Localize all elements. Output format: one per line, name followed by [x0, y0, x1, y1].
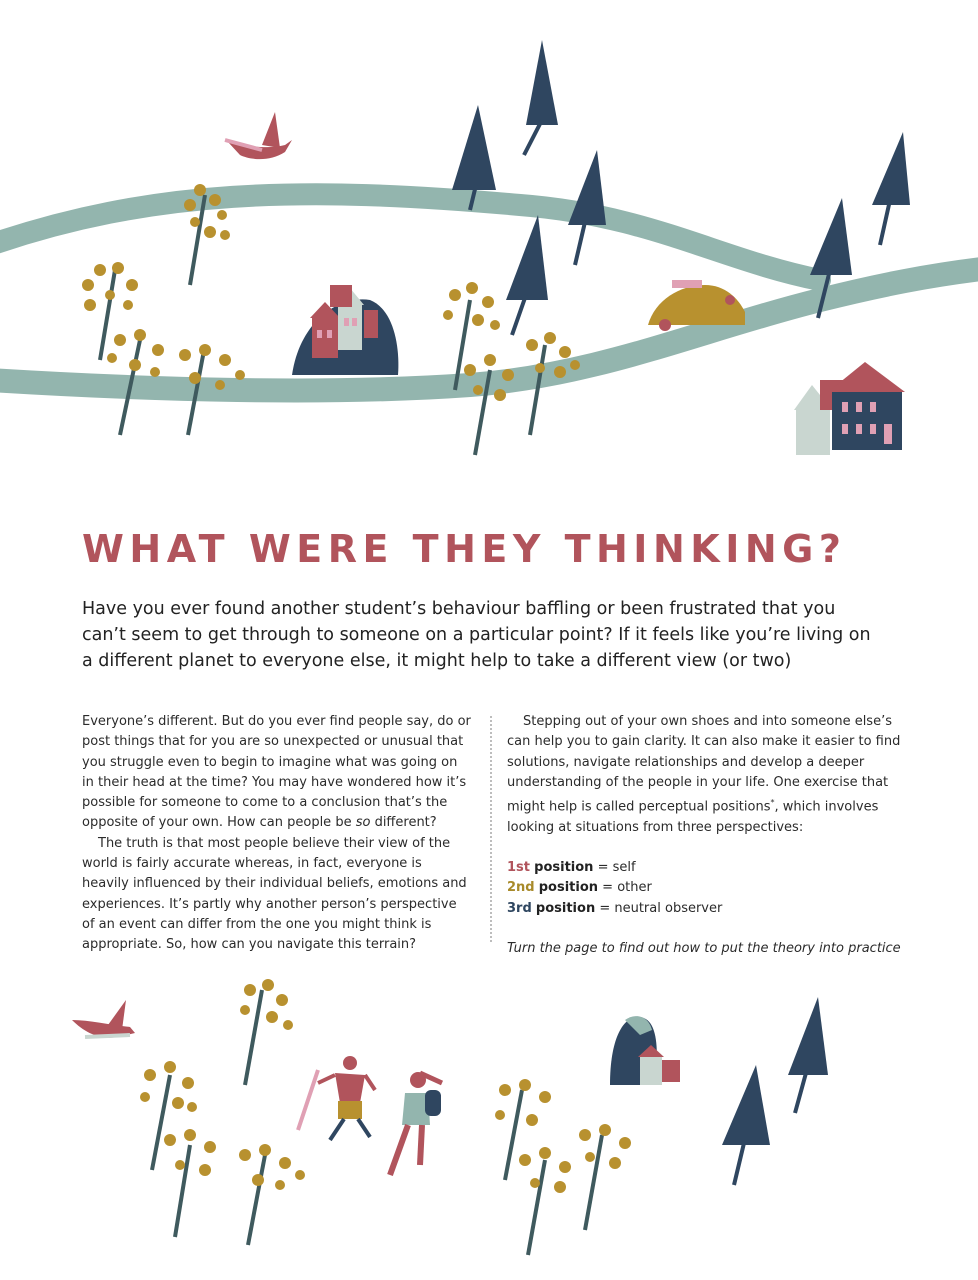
right-column — [507, 712, 907, 959]
footnote-mark: * — [770, 798, 775, 808]
walker-with-stick — [298, 1056, 375, 1140]
position-line-3 — [507, 899, 907, 919]
page-title: WHAT WERE THEY THINKING? — [82, 527, 847, 571]
position-meaning: = other — [598, 880, 652, 896]
position-word: position — [538, 880, 599, 896]
gold-tree — [82, 262, 138, 360]
gold-tree — [240, 979, 293, 1085]
bird-icon — [225, 112, 292, 159]
right-p1-text: Stepping out of your own shoes and into someone else’s can help you to gain clarity. It can also make it easier to find solutions, navigate relationships and develop a deeper understanding of the people in your life. One exercise that might help is called perceptual positions — [507, 714, 901, 815]
hill-village — [610, 1016, 680, 1085]
pine-tree — [722, 1065, 770, 1185]
left-p1-text-end: different? — [370, 815, 437, 831]
left-column — [82, 712, 472, 956]
left-paragraph-2: The truth is that most people believe their view of the world is fairly accurate whereas, in fact, everyone is heavily influenced by their individual beliefs, emotions and experiences. It’s partly why another person’s perspective of an event can differ from the one you might think is appropriate. So, how can you navigate this terrain? — [82, 835, 467, 953]
pine-tree — [524, 40, 558, 155]
right-paragraph-1 — [507, 712, 907, 838]
houses — [794, 362, 905, 455]
position-meaning: = self — [593, 860, 636, 876]
gold-tree — [519, 1147, 571, 1255]
left-paragraph-1 — [82, 712, 472, 834]
bottom-illustration — [0, 975, 978, 1280]
top-illustration — [0, 0, 978, 470]
car — [648, 280, 745, 331]
left-p1-text: Everyone’s different. But do you ever find people say, do or post things that for you are so unexpected or unusual that you struggle even to begin to imagine what was going on in their head at the time? You may have wondered how it’s possible for someone to come to a conclusion that’s the opposite of your own. How can people be — [82, 714, 471, 831]
gold-tree — [239, 1144, 305, 1245]
pine-tree — [506, 215, 548, 335]
left-p1-emphasis: so — [355, 815, 371, 831]
right-p1-text-end: , which involves looking at situations from three perspectives: — [507, 799, 879, 835]
hill-village — [292, 285, 398, 375]
position-number: 2nd — [507, 880, 535, 896]
pine-trees — [722, 997, 828, 1185]
bird-icon — [72, 1000, 135, 1038]
position-line-1 — [507, 858, 907, 878]
pine-tree — [788, 997, 828, 1113]
position-number: 3rd — [507, 900, 532, 916]
position-meaning: = neutral observer — [595, 900, 723, 916]
gold-tree — [164, 1129, 216, 1237]
turn-page-note: Turn the page to find out how to put the theory into practice — [507, 941, 901, 956]
walker-with-backpack — [390, 1072, 442, 1175]
position-word: position — [534, 860, 594, 876]
position-line-2 — [507, 878, 907, 898]
position-word: position — [535, 900, 596, 916]
position-number: 1st — [507, 860, 530, 876]
column-divider — [490, 716, 492, 942]
gold-tree — [579, 1124, 631, 1230]
pine-tree — [872, 132, 910, 245]
gold-trees — [140, 979, 631, 1255]
standfirst: Have you ever found another student’s behaviour baffling or been frustrated that you can’t seem to get through to someone on a particular point? If it feels like you’re living on a different planet to everyone else, it might help to take a different view (or two) — [82, 599, 871, 671]
